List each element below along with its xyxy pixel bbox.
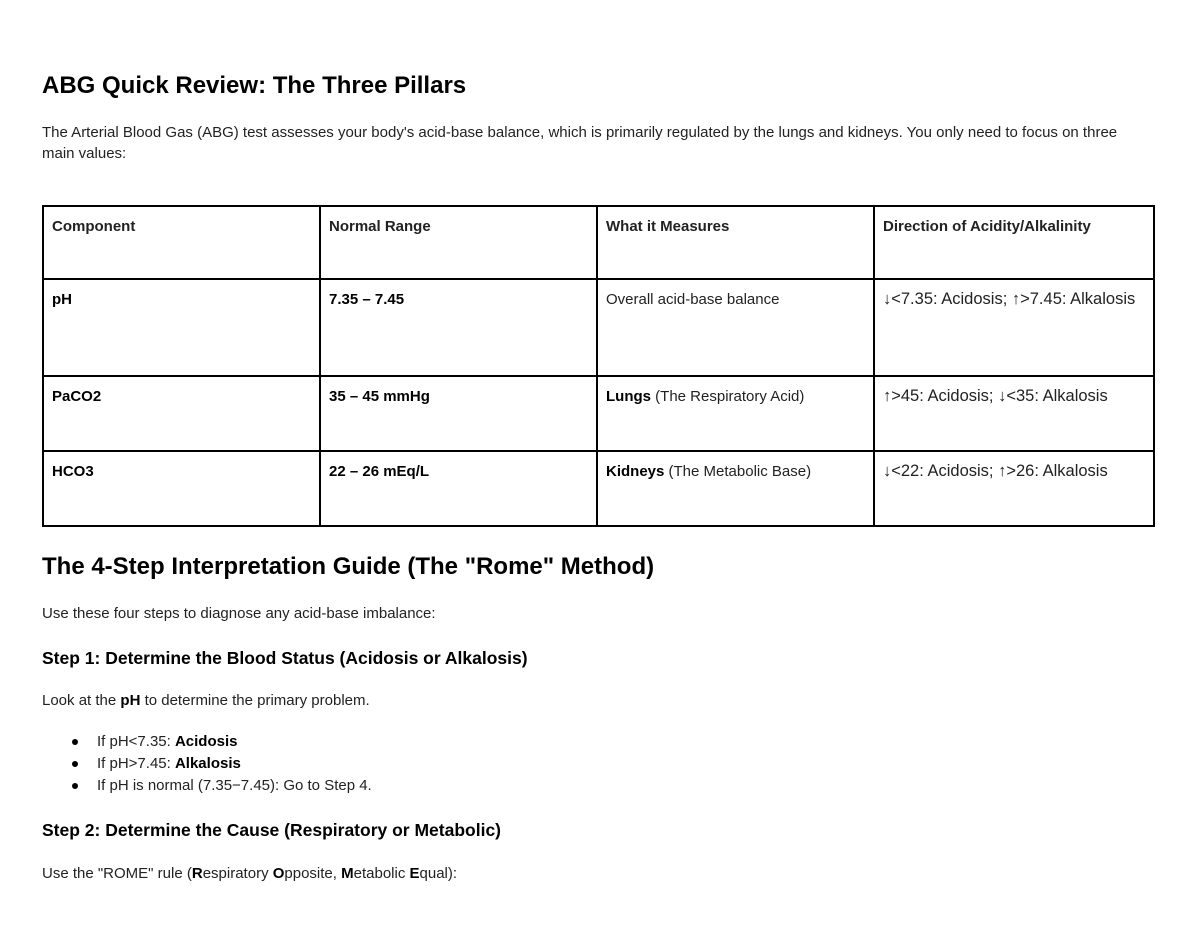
step1-bullet-list bbox=[42, 731, 372, 797]
abg-table bbox=[42, 205, 1155, 527]
bullet-text: If pH>7.45: bbox=[97, 755, 175, 772]
cell-measures bbox=[597, 279, 874, 376]
header-component: Component bbox=[43, 206, 320, 279]
rule-bold: R bbox=[191, 865, 203, 882]
list-item bbox=[42, 731, 372, 753]
step1-lead-bold: pH bbox=[120, 692, 141, 709]
rule-text: qual): bbox=[419, 865, 458, 882]
guide-intro: Use these four steps to diagnose any acid-base imbalance: bbox=[42, 605, 436, 622]
list-item bbox=[42, 775, 372, 797]
step1-lead bbox=[42, 690, 370, 711]
list-item bbox=[42, 753, 372, 775]
cell-range: 22 – 26 mEq/L bbox=[320, 451, 597, 526]
rule-text: espiratory bbox=[202, 865, 273, 882]
bullet-bold: Alkalosis bbox=[174, 755, 241, 772]
rule-text: etabolic bbox=[353, 865, 410, 882]
measures-bold: Kidneys bbox=[606, 463, 665, 480]
cell-component: pH bbox=[43, 279, 320, 376]
intro-paragraph: The Arterial Blood Gas (ABG) test assesses your body's acid-base balance, which is primarily regulated by the lungs and kidneys. You only need to focus on three main values: bbox=[42, 124, 1118, 162]
rule-text: pposite, bbox=[284, 865, 342, 882]
page-title: ABG Quick Review: The Three Pillars bbox=[42, 72, 467, 99]
measures-bold: Lungs bbox=[606, 388, 651, 405]
bullet-text: If pH<7.35: bbox=[97, 733, 175, 750]
guide-heading: The 4-Step Interpretation Guide (The "Rome" Method) bbox=[42, 553, 655, 580]
bullet-bold: Acidosis bbox=[174, 733, 238, 750]
rule-bold: E bbox=[409, 865, 420, 882]
cell-direction: ↑>45: Acidosis; ↓<35: Alkalosis bbox=[874, 376, 1154, 451]
header-normal-range: Normal Range bbox=[320, 206, 597, 279]
cell-range: 35 – 45 mmHg bbox=[320, 376, 597, 451]
step1-heading: Step 1: Determine the Blood Status (Acidosis or Alkalosis) bbox=[42, 648, 528, 668]
rule-bold: O bbox=[272, 865, 285, 882]
cell-measures bbox=[597, 451, 874, 526]
bullet-text: If pH is normal (7.35−7.45): Go to Step 4. bbox=[97, 777, 372, 794]
table-header-row bbox=[43, 206, 1154, 279]
step1-lead-post: to determine the primary problem. bbox=[140, 692, 370, 709]
measures-text: (The Metabolic Base) bbox=[664, 463, 812, 480]
rule-text: Use the "ROME" rule ( bbox=[42, 865, 192, 882]
measures-text: Overall acid-base balance bbox=[606, 291, 780, 308]
cell-component: PaCO2 bbox=[43, 376, 320, 451]
cell-direction: ↓<7.35: Acidosis; ↑>7.45: Alkalosis bbox=[874, 279, 1154, 376]
rule-bold: M bbox=[341, 865, 354, 882]
step2-heading: Step 2: Determine the Cause (Respiratory or Metabolic) bbox=[42, 820, 501, 840]
header-what-it-measures: What it Measures bbox=[597, 206, 874, 279]
table-row bbox=[43, 279, 1154, 376]
cell-range: 7.35 – 7.45 bbox=[320, 279, 597, 376]
step1-lead-pre: Look at the bbox=[42, 692, 121, 709]
header-direction: Direction of Acidity/Alkalinity bbox=[874, 206, 1154, 279]
step2-rule bbox=[42, 863, 457, 884]
cell-component: HCO3 bbox=[43, 451, 320, 526]
cell-measures bbox=[597, 376, 874, 451]
cell-direction: ↓<22: Acidosis; ↑>26: Alkalosis bbox=[874, 451, 1154, 526]
measures-text: (The Respiratory Acid) bbox=[651, 388, 805, 405]
table-row bbox=[43, 451, 1154, 526]
table-row bbox=[43, 376, 1154, 451]
